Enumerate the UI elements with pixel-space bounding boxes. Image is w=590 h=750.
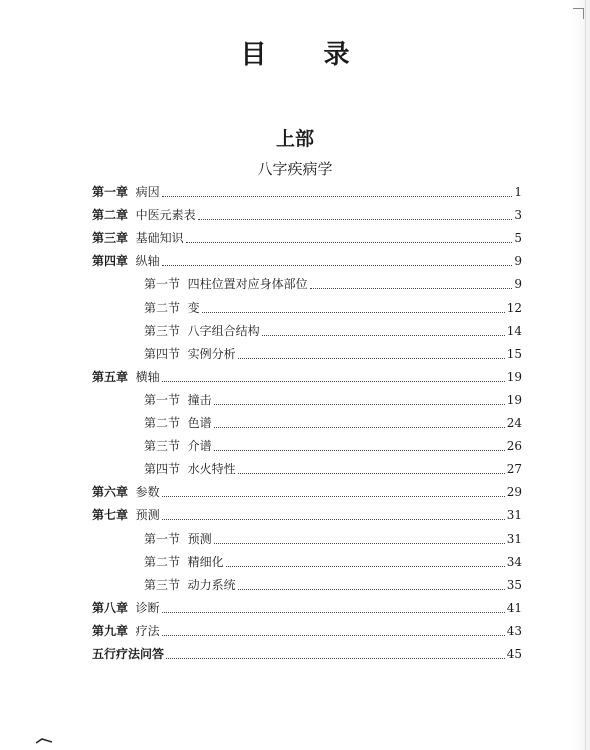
toc-entry-title: 疗法 <box>135 624 160 638</box>
toc-entry-title: 基础知识 <box>135 231 184 245</box>
toc-entry-title: 水火特性 <box>187 462 236 476</box>
toc-page-number: 35 <box>506 578 522 592</box>
toc-entry-label <box>144 461 236 478</box>
toc-entry-number: 第二节 <box>144 301 181 315</box>
toc-entry-label <box>144 438 212 455</box>
toc-entry-title: 撞击 <box>187 393 212 407</box>
toc-chapter-row <box>92 253 522 270</box>
toc-section-row <box>144 346 522 363</box>
toc-leader-dots <box>238 472 505 474</box>
toc-entry-title: 纵轴 <box>135 254 160 268</box>
toc-entry-label <box>92 253 160 270</box>
toc-page-number: 5 <box>514 231 522 245</box>
toc-page-number: 12 <box>506 301 522 315</box>
toc-entry-number: 第三节 <box>144 324 181 338</box>
toc-entry-label <box>144 531 212 548</box>
toc-entry-title: 四柱位置对应身体部位 <box>187 277 308 291</box>
toc-leader-dots <box>310 287 513 289</box>
toc-page-number: 26 <box>506 439 522 453</box>
toc-page-number: 31 <box>506 508 522 522</box>
toc-leader-dots <box>166 657 505 659</box>
toc-leader-dots <box>214 403 505 405</box>
part-subtitle: 八字疾病学 <box>257 160 333 178</box>
toc-entry-number: 第八章 <box>92 601 129 615</box>
toc-leader-dots <box>162 518 505 520</box>
toc-entry-title: 精细化 <box>187 555 224 569</box>
toc-entry-number: 第九章 <box>92 624 129 638</box>
toc-page-number: 24 <box>506 416 522 430</box>
toc-entry-number: 第三节 <box>144 439 181 453</box>
toc-leader-dots <box>214 542 505 544</box>
toc-page-number: 19 <box>506 370 522 384</box>
toc-chapter-row <box>92 230 522 247</box>
part-title: 上部 <box>275 128 314 150</box>
toc-entry-label <box>144 323 260 340</box>
toc-entry-label <box>92 623 160 640</box>
toc-entry-number: 第一节 <box>144 532 181 546</box>
toc-entry-title: 参数 <box>135 485 160 499</box>
toc-page-number: 41 <box>506 601 522 615</box>
toc-entry-label <box>92 184 160 201</box>
toc-entry-number: 五行疗法问答 <box>92 647 165 661</box>
toc-page-number: 15 <box>506 347 522 361</box>
toc-entry-number: 第三章 <box>92 231 129 245</box>
toc-chapter-row <box>92 507 522 524</box>
toc-leader-dots <box>162 264 513 266</box>
toc-entry-number: 第一节 <box>144 277 181 291</box>
toc-entry-number: 第六章 <box>92 485 129 499</box>
toc-entry-label <box>144 346 236 363</box>
toc-entry-label <box>92 207 196 224</box>
toc-page-number: 27 <box>506 462 522 476</box>
toc-entry-title: 预测 <box>187 532 212 546</box>
toc-entry-label <box>144 554 224 571</box>
toc-page-number: 14 <box>506 324 522 338</box>
toc-entry-title: 中医元素表 <box>135 208 196 222</box>
toc-entry-number: 第四节 <box>144 462 181 476</box>
toc-leader-dots <box>214 426 505 428</box>
toc-section-row <box>144 300 522 317</box>
toc-entry-label <box>144 276 308 293</box>
toc-section-row <box>144 415 522 432</box>
toc-entry-number: 第二节 <box>144 555 181 569</box>
toc-entry-number: 第三节 <box>144 578 181 592</box>
toc-chapter-row <box>92 646 522 663</box>
toc-chapter-row <box>92 623 522 640</box>
toc-entry-number: 第一章 <box>92 185 129 199</box>
toc-chapter-row <box>92 600 522 617</box>
toc-section-row <box>144 392 522 409</box>
toc-entry-number: 第二章 <box>92 208 129 222</box>
toc-entry-label <box>144 415 212 432</box>
toc-leader-dots <box>238 588 505 590</box>
toc-leader-dots <box>226 565 505 567</box>
toc-entry-number: 第四章 <box>92 254 129 268</box>
toc-entry-title: 诊断 <box>135 601 160 615</box>
toc-entry-label <box>144 577 236 594</box>
toc-leader-dots <box>162 634 505 636</box>
toc-page-number: 9 <box>514 277 522 291</box>
toc-entry-label <box>144 300 200 317</box>
toc-leader-dots <box>238 357 505 359</box>
toc-entry-title: 病因 <box>135 185 160 199</box>
toc-leader-dots <box>162 611 505 613</box>
toc-entry-number: 第二节 <box>144 416 181 430</box>
toc-section-row <box>144 276 522 293</box>
toc-entry-label <box>92 484 160 501</box>
toc-entry-label <box>92 646 164 663</box>
toc-leader-dots <box>198 218 513 220</box>
toc-entry-number: 第一节 <box>144 393 181 407</box>
toc-page-number: 45 <box>506 647 522 661</box>
toc-chapter-row <box>92 369 522 386</box>
toc-entry-label <box>92 600 160 617</box>
toc-page-number: 1 <box>514 185 522 199</box>
toc-section-row <box>144 461 522 478</box>
toc-chapter-row <box>92 207 522 224</box>
page-title: 目 录 <box>240 40 374 70</box>
toc-entry-title: 预测 <box>135 508 160 522</box>
toc-chapter-row <box>92 484 522 501</box>
toc-section-row <box>144 531 522 548</box>
toc-entry-number: 第四节 <box>144 347 181 361</box>
toc-entry-number: 第七章 <box>92 508 129 522</box>
toc-section-row <box>144 438 522 455</box>
toc-page-number: 3 <box>514 208 522 222</box>
toc-leader-dots <box>214 449 505 451</box>
toc-leader-dots <box>186 241 513 243</box>
toc-leader-dots <box>162 495 505 497</box>
toc-entry-title: 介谱 <box>187 439 212 453</box>
toc-entry-label <box>92 369 160 386</box>
toc-entry-label <box>92 230 184 247</box>
toc-page-number: 43 <box>506 624 522 638</box>
toc-entry-number: 第五章 <box>92 370 129 384</box>
toc-page-number: 29 <box>506 485 522 499</box>
toc-chapter-row <box>92 184 522 201</box>
toc-leader-dots <box>162 380 505 382</box>
toc-leader-dots <box>202 311 505 313</box>
toc-leader-dots <box>162 195 513 197</box>
toc-entry-label <box>144 392 212 409</box>
toc-entry-title: 实例分析 <box>187 347 236 361</box>
toc-entry-title: 八字组合结构 <box>187 324 260 338</box>
toc-page-number: 9 <box>514 254 522 268</box>
toc-section-row <box>144 577 522 594</box>
toc-entry-title: 变 <box>187 301 200 315</box>
toc-leader-dots <box>262 334 505 336</box>
toc-page-number: 34 <box>506 555 522 569</box>
toc-entry-label <box>92 507 160 524</box>
toc-section-row <box>144 323 522 340</box>
toc-page-number: 31 <box>506 532 522 546</box>
toc-entry-title: 横轴 <box>135 370 160 384</box>
toc-section-row <box>144 554 522 571</box>
toc-entry-title: 色谱 <box>187 416 212 430</box>
toc-page-number: 19 <box>506 393 522 407</box>
toc-entry-title: 动力系统 <box>187 578 236 592</box>
